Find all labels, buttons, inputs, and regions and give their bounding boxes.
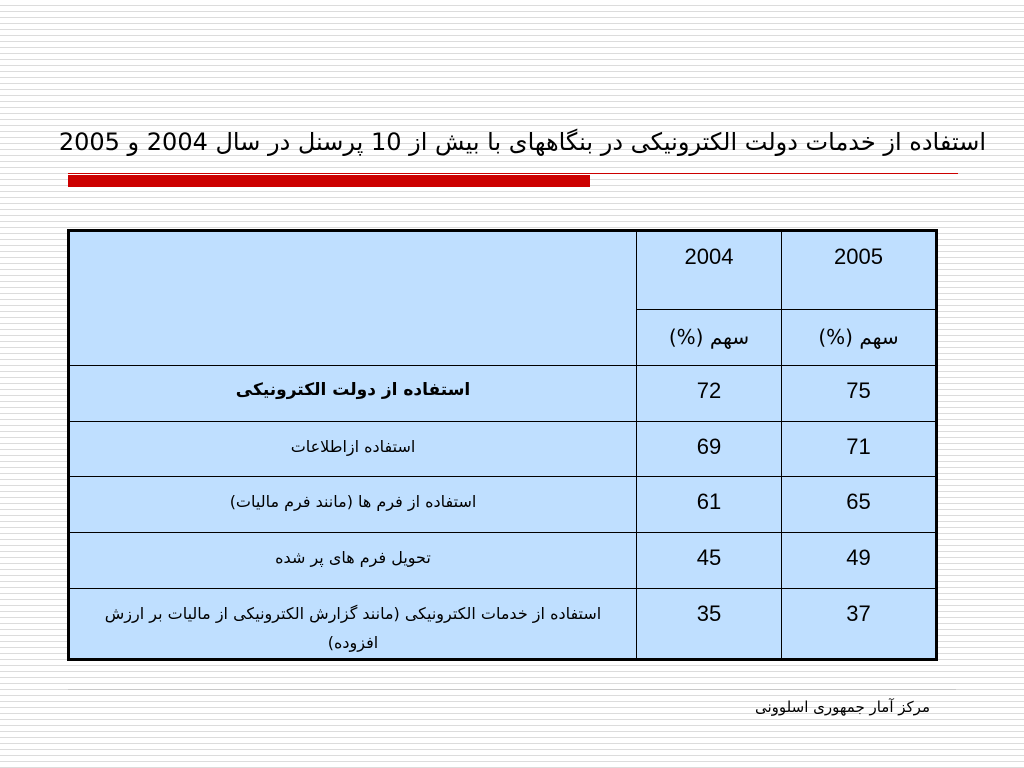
- row-label: استفاده از خدمات الکترونیکی (مانند گزارش الکترونیکی از مالیات بر ارزش افزوده): [69, 588, 637, 659]
- slide-title: استفاده از خدمات دولت الکترونیکی در بنگاههای با بیش از 10 پرسنل در سال 2004 و 2005: [58, 128, 986, 156]
- table-header-row-years: [69, 231, 937, 310]
- row-label: استفاده از فرم ها (مانند فرم مالیات): [69, 477, 637, 533]
- value-2004: 45: [637, 533, 782, 589]
- value-2005: 75: [782, 365, 937, 421]
- table-row: [69, 588, 937, 659]
- footer-source: مرکز آمار جمهوری اسلوونی: [754, 698, 930, 716]
- header-year-2004: 2004: [637, 231, 782, 310]
- value-2005: 71: [782, 421, 937, 477]
- row-label: تحویل فرم های پر شده: [69, 533, 637, 589]
- value-2005: 65: [782, 477, 937, 533]
- header-corner-cell: [69, 231, 637, 366]
- value-2005: 37: [782, 588, 937, 659]
- header-year-2005: 2005: [782, 231, 937, 310]
- value-2004: 69: [637, 421, 782, 477]
- header-unit-2005: سهم (%): [782, 310, 937, 366]
- footer-divider: [68, 689, 956, 690]
- table-row: [69, 533, 937, 589]
- statistics-table: [67, 229, 938, 661]
- table-row: [69, 365, 937, 421]
- value-2004: 72: [637, 365, 782, 421]
- value-2004: 35: [637, 588, 782, 659]
- value-2004: 61: [637, 477, 782, 533]
- title-underline: [68, 173, 958, 174]
- header-unit-2004: سهم (%): [637, 310, 782, 366]
- table-row: [69, 421, 937, 477]
- value-2005: 49: [782, 533, 937, 589]
- table-row: [69, 477, 937, 533]
- row-label: استفاده ازاطلاعات: [69, 421, 637, 477]
- title-accent-bar: [68, 175, 590, 187]
- row-label: استفاده از دولت الکترونیکی: [69, 365, 637, 421]
